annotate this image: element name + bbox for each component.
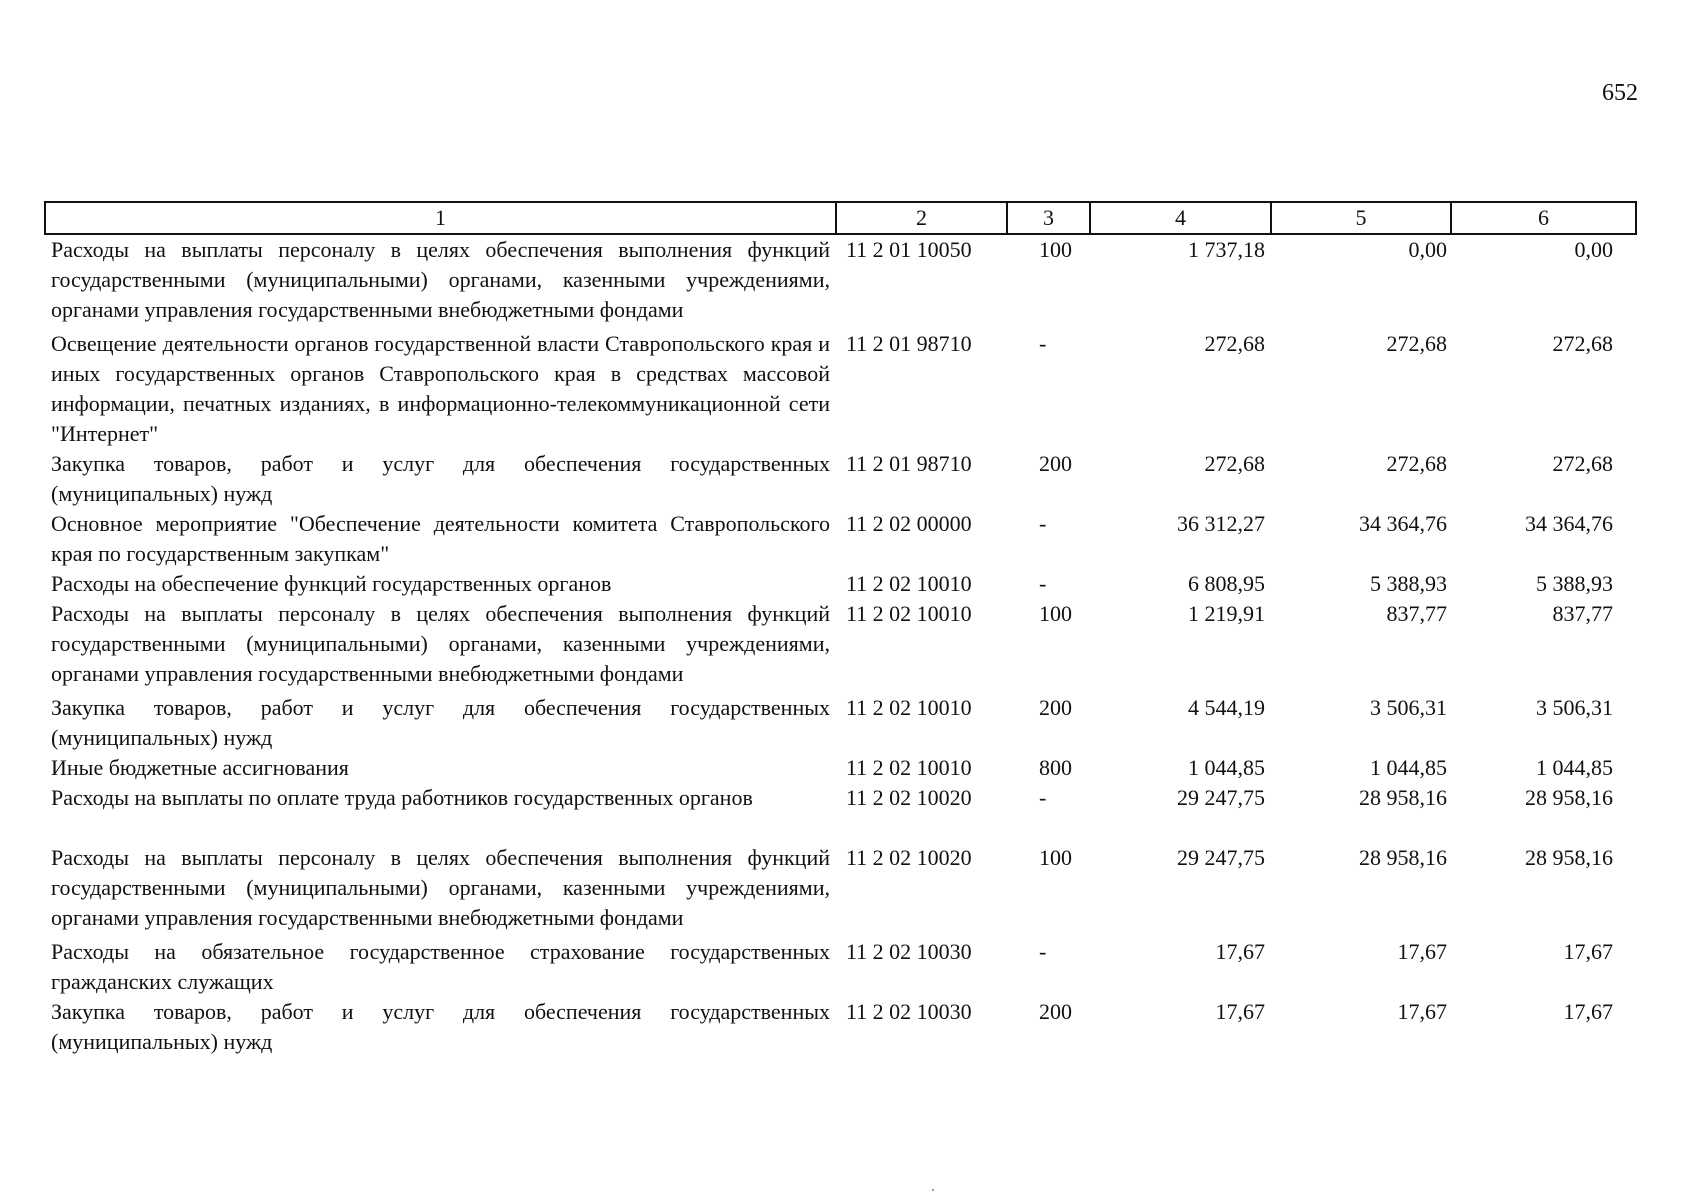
- budget-table: [44, 201, 1637, 1057]
- header-col-4: 4: [1090, 202, 1271, 234]
- row-name: Иные бюджетные ассигнования: [51, 755, 349, 780]
- row-value-6: 28 958,16: [1525, 845, 1613, 870]
- row-name: Расходы на выплаты персоналу в целях обеспечения выполнения функций государственными (муниципальными) органами, казенными учреждениями, органами управления государственными внебюджетными фондами: [51, 601, 830, 686]
- header-row: [45, 202, 1636, 234]
- table-row: [45, 599, 1636, 693]
- row-type: 100: [1039, 237, 1072, 262]
- row-value-6: 5 388,93: [1536, 571, 1613, 596]
- row-value-4: 36 312,27: [1177, 511, 1265, 536]
- scan-artifact-dot: [932, 1189, 934, 1191]
- table-row: [45, 509, 1636, 569]
- row-code: 11 2 01 10050: [846, 237, 972, 262]
- row-value-4: 1 219,91: [1188, 601, 1265, 626]
- row-value-4: 272,68: [1204, 451, 1265, 476]
- row-value-4: 1 737,18: [1188, 237, 1265, 262]
- row-code: 11 2 02 10030: [846, 999, 972, 1024]
- table-row: [45, 783, 1636, 843]
- row-name: Расходы на выплаты по оплате труда работников государственных органов: [51, 785, 753, 810]
- row-value-4: 6 808,95: [1188, 571, 1265, 596]
- row-value-4: 17,67: [1215, 999, 1265, 1024]
- row-value-4: 1 044,85: [1188, 755, 1265, 780]
- row-value-5: 0,00: [1408, 237, 1447, 262]
- row-value-4: 17,67: [1215, 939, 1265, 964]
- table-row: [45, 329, 1636, 449]
- row-value-6: 28 958,16: [1525, 785, 1613, 810]
- row-code: 11 2 02 10010: [846, 571, 972, 596]
- row-value-5: 28 958,16: [1359, 785, 1447, 810]
- row-value-4: 29 247,75: [1177, 845, 1265, 870]
- row-code: 11 2 02 10010: [846, 601, 972, 626]
- row-value-4: 272,68: [1204, 331, 1265, 356]
- row-value-5: 3 506,31: [1370, 695, 1447, 720]
- row-type: 200: [1039, 999, 1072, 1024]
- row-code: 11 2 02 10010: [846, 695, 972, 720]
- row-name: Основное мероприятие "Обеспечение деятельности комитета Ставропольского края по государственным закупкам": [51, 511, 830, 566]
- row-type: -: [1039, 511, 1047, 536]
- row-value-6: 0,00: [1574, 237, 1613, 262]
- row-name: Расходы на обязательное государственное страхование государственных гражданских служащих: [51, 939, 830, 994]
- row-name: Закупка товаров, работ и услуг для обеспечения государственных (муниципальных) нужд: [51, 999, 830, 1054]
- row-code: 11 2 02 10020: [846, 845, 972, 870]
- row-code: 11 2 01 98710: [846, 451, 972, 476]
- header-col-1: 1: [45, 202, 836, 234]
- table-row: [45, 937, 1636, 997]
- header-col-5: 5: [1271, 202, 1451, 234]
- row-code: 11 2 02 10020: [846, 785, 972, 810]
- header-col-2: 2: [836, 202, 1007, 234]
- row-value-6: 17,67: [1563, 939, 1613, 964]
- row-value-6: 34 364,76: [1525, 511, 1613, 536]
- row-type: 200: [1039, 451, 1072, 476]
- row-value-5: 17,67: [1397, 939, 1447, 964]
- row-type: 200: [1039, 695, 1072, 720]
- row-name: Освещение деятельности органов государственной власти Ставропольского края и иных государственных органов Ставропольского края в средствах массовой информации, печатных изданиях, в информационно-телекоммуникационной сети "Интернет": [51, 331, 830, 446]
- row-value-5: 17,67: [1397, 999, 1447, 1024]
- row-value-5: 1 044,85: [1370, 755, 1447, 780]
- row-type: 800: [1039, 755, 1072, 780]
- row-value-4: 4 544,19: [1188, 695, 1265, 720]
- page-number: 652: [1602, 80, 1638, 106]
- row-code: 11 2 02 10030: [846, 939, 972, 964]
- row-type: -: [1039, 939, 1047, 964]
- row-type: -: [1039, 785, 1047, 810]
- row-value-6: 272,68: [1552, 331, 1613, 356]
- row-name: Закупка товаров, работ и услуг для обеспечения государственных (муниципальных) нужд: [51, 695, 830, 750]
- header-col-3: 3: [1007, 202, 1090, 234]
- row-type: -: [1039, 331, 1047, 356]
- row-name: Расходы на выплаты персоналу в целях обеспечения выполнения функций государственными (муниципальными) органами, казенными учреждениями, органами управления государственными внебюджетными фондами: [51, 237, 830, 322]
- row-value-6: 837,77: [1552, 601, 1613, 626]
- table-row: [45, 693, 1636, 753]
- table-row: [45, 843, 1636, 937]
- row-type: 100: [1039, 601, 1072, 626]
- row-value-5: 272,68: [1386, 331, 1447, 356]
- row-code: 11 2 01 98710: [846, 331, 972, 356]
- row-code: 11 2 02 00000: [846, 511, 972, 536]
- row-value-6: 1 044,85: [1536, 755, 1613, 780]
- row-value-4: 29 247,75: [1177, 785, 1265, 810]
- table-row: [45, 569, 1636, 599]
- row-value-6: 272,68: [1552, 451, 1613, 476]
- row-value-5: 28 958,16: [1359, 845, 1447, 870]
- row-code: 11 2 02 10010: [846, 755, 972, 780]
- row-value-5: 272,68: [1386, 451, 1447, 476]
- row-name: Закупка товаров, работ и услуг для обеспечения государственных (муниципальных) нужд: [51, 451, 830, 506]
- row-type: 100: [1039, 845, 1072, 870]
- table-row: [45, 997, 1636, 1057]
- table-row: [45, 449, 1636, 509]
- row-name: Расходы на выплаты персоналу в целях обеспечения выполнения функций государственными (муниципальными) органами, казенными учреждениями, органами управления государственными внебюджетными фондами: [51, 845, 830, 930]
- row-value-6: 17,67: [1563, 999, 1613, 1024]
- row-value-5: 837,77: [1386, 601, 1447, 626]
- row-value-5: 34 364,76: [1359, 511, 1447, 536]
- row-type: -: [1039, 571, 1047, 596]
- table-header: [45, 202, 1636, 234]
- table-row: [45, 753, 1636, 783]
- row-name: Расходы на обеспечение функций государственных органов: [51, 571, 612, 596]
- table-row: [45, 234, 1636, 329]
- row-value-6: 3 506,31: [1536, 695, 1613, 720]
- header-col-6: 6: [1451, 202, 1636, 234]
- row-value-5: 5 388,93: [1370, 571, 1447, 596]
- table-body: [45, 234, 1636, 1057]
